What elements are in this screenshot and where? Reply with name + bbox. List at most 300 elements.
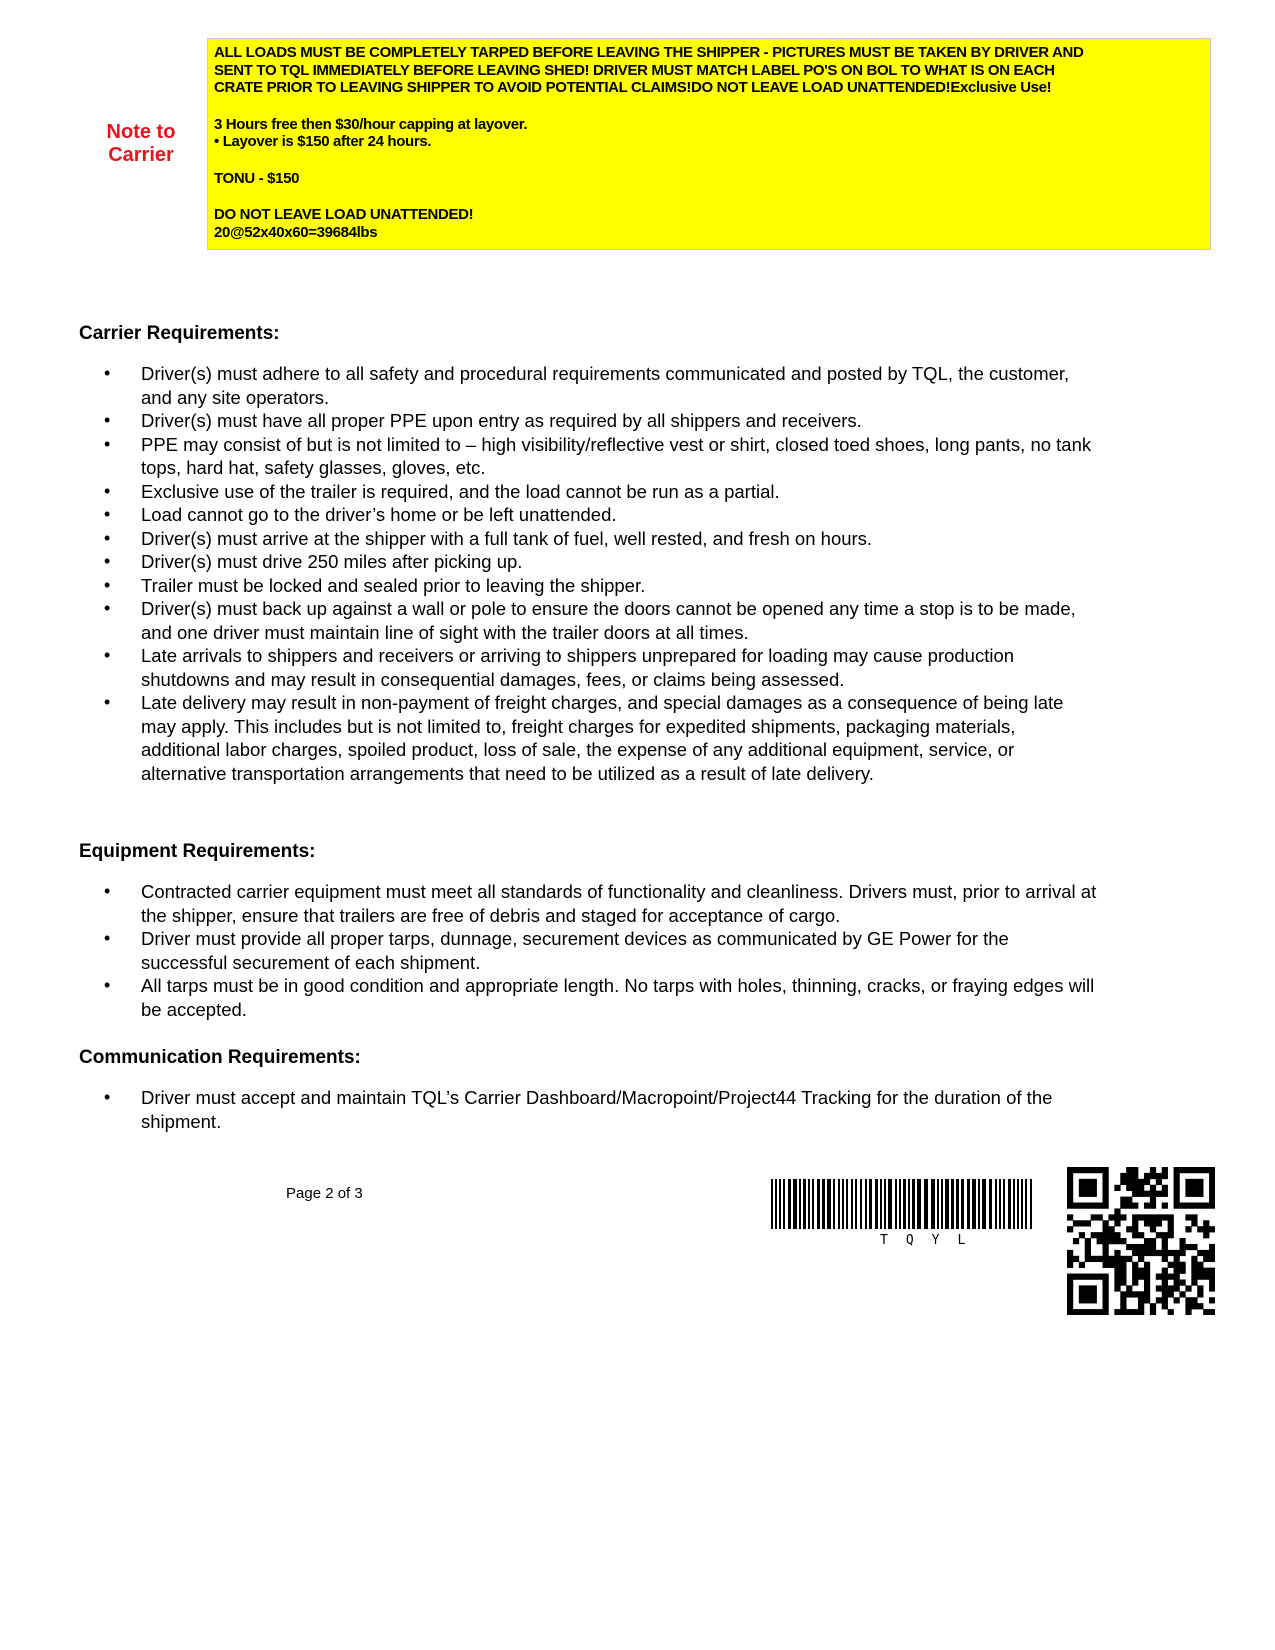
qr-module [1132, 1262, 1138, 1268]
qr-module [1209, 1197, 1215, 1203]
qr-module [1067, 1173, 1073, 1179]
qr-module [1114, 1256, 1120, 1262]
qr-module [1150, 1214, 1156, 1220]
qr-module [1079, 1274, 1085, 1280]
qr-module [1179, 1268, 1185, 1274]
qr-module [1162, 1268, 1168, 1274]
qr-module [1103, 1173, 1109, 1179]
requirement-item [79, 503, 1099, 527]
qr-module [1197, 1274, 1203, 1280]
qr-module [1191, 1256, 1197, 1262]
note-line [214, 187, 1204, 206]
qr-module [1138, 1179, 1144, 1185]
qr-module [1144, 1191, 1150, 1197]
barcode-bar [779, 1179, 781, 1229]
qr-module [1114, 1214, 1120, 1220]
qr-module [1067, 1214, 1073, 1220]
qr-module [1168, 1232, 1174, 1238]
qr-module [1150, 1191, 1156, 1197]
qr-module [1108, 1214, 1114, 1220]
qr-module [1103, 1226, 1109, 1232]
barcode-bar [865, 1179, 867, 1229]
qr-module [1097, 1309, 1103, 1315]
requirement-item [79, 880, 1099, 927]
barcode-bar [1008, 1179, 1011, 1229]
qr-module [1144, 1285, 1150, 1291]
qr-module [1126, 1226, 1132, 1232]
qr-module [1209, 1226, 1215, 1232]
requirement-text: Driver must accept and maintain TQL’s Carrier Dashboard/Macropoint/Project44 Tracking for the duration of the shipment. [141, 1087, 1053, 1132]
qr-module [1067, 1285, 1073, 1291]
qr-module [1162, 1297, 1168, 1303]
qr-module [1179, 1167, 1185, 1173]
qr-module [1191, 1179, 1197, 1185]
barcode-bar [951, 1179, 954, 1229]
qr-module [1209, 1173, 1215, 1179]
requirement-text: Driver(s) must adhere to all safety and procedural requirements communicated and posted by TQL, the customer, and any site operators. [141, 363, 1070, 408]
qr-module [1120, 1214, 1126, 1220]
qr-module [1209, 1185, 1215, 1191]
qr-module [1174, 1191, 1180, 1197]
qr-module [1179, 1203, 1185, 1209]
barcode-bar [851, 1179, 853, 1229]
qr-module [1079, 1179, 1085, 1185]
qr-module [1126, 1179, 1132, 1185]
qr-module [1120, 1173, 1126, 1179]
barcode-bar [812, 1179, 814, 1229]
qr-module [1067, 1309, 1073, 1315]
qr-module [1132, 1173, 1138, 1179]
barcode-bar [1013, 1179, 1015, 1229]
barcode-bar [945, 1179, 949, 1229]
qr-module [1174, 1274, 1180, 1280]
qr-module [1091, 1291, 1097, 1297]
requirement-item [79, 927, 1099, 974]
qr-module [1185, 1203, 1191, 1209]
qr-module [1097, 1214, 1103, 1220]
qr-module [1209, 1285, 1215, 1291]
qr-module [1150, 1250, 1156, 1256]
qr-module [1185, 1214, 1191, 1220]
qr-module [1132, 1185, 1138, 1191]
qr-module [1085, 1285, 1091, 1291]
requirement-item [79, 974, 1099, 1021]
qr-module [1132, 1203, 1138, 1209]
qr-module [1174, 1268, 1180, 1274]
qr-module [1108, 1262, 1114, 1268]
qr-module [1085, 1291, 1091, 1297]
bullet-icon: • [104, 692, 111, 712]
qr-module [1179, 1279, 1185, 1285]
qr-module [1091, 1297, 1097, 1303]
qr-module [1103, 1309, 1109, 1315]
barcode-bar [788, 1179, 791, 1229]
qr-module [1191, 1214, 1197, 1220]
qr-module [1079, 1167, 1085, 1173]
qr-module [1162, 1232, 1168, 1238]
carrier-requirements-section [79, 323, 1099, 785]
qr-module [1103, 1185, 1109, 1191]
qr-module [1132, 1167, 1138, 1173]
qr-module [1138, 1274, 1144, 1280]
qr-module [1162, 1173, 1168, 1179]
requirement-text: Driver(s) must have all proper PPE upon entry as required by all shippers and receivers. [141, 410, 862, 431]
carrier-note-box [207, 38, 1211, 250]
qr-module [1108, 1256, 1114, 1262]
qr-module [1162, 1279, 1168, 1285]
barcode-bar [808, 1179, 810, 1229]
qr-module [1103, 1262, 1109, 1268]
qr-module [1103, 1274, 1109, 1280]
barcode-bar [1030, 1179, 1032, 1229]
qr-module [1079, 1203, 1085, 1209]
qr-module [1138, 1309, 1144, 1315]
qr-module [1114, 1262, 1120, 1268]
note-line: ALL LOADS MUST BE COMPLETELY TARPED BEFORE LEAVING THE SHIPPER - PICTURES MUST BE TAKEN BY DRIVER AND [214, 44, 1084, 61]
bullet-icon: • [104, 645, 111, 665]
qr-module [1091, 1309, 1097, 1315]
qr-module [1197, 1262, 1203, 1268]
qr-module [1156, 1179, 1162, 1185]
requirement-item [79, 691, 1099, 785]
qr-module [1114, 1279, 1120, 1285]
qr-module [1144, 1173, 1150, 1179]
barcode-bar [855, 1179, 857, 1229]
qr-module [1144, 1244, 1150, 1250]
qr-module [1067, 1274, 1073, 1280]
qr-module [1067, 1203, 1073, 1209]
barcode-bar [978, 1179, 980, 1229]
note-line: TONU - $150 [214, 169, 300, 187]
qr-module [1073, 1274, 1079, 1280]
qr-module [1209, 1244, 1215, 1250]
qr-module [1150, 1167, 1156, 1173]
qr-module [1185, 1167, 1191, 1173]
qr-module [1120, 1291, 1126, 1297]
qr-module [1085, 1238, 1091, 1244]
qr-module [1162, 1185, 1168, 1191]
requirement-text: Trailer must be locked and sealed prior to leaving the shipper. [141, 574, 646, 596]
barcode-bar [1003, 1179, 1005, 1229]
qr-module [1097, 1274, 1103, 1280]
qr-module [1156, 1297, 1162, 1303]
qr-module [1191, 1244, 1197, 1250]
qr-module [1185, 1226, 1191, 1232]
barcode-bar [961, 1179, 964, 1229]
qr-module [1079, 1191, 1085, 1197]
qr-module [1120, 1309, 1126, 1315]
qr-module [1203, 1268, 1209, 1274]
requirement-text: Exclusive use of the trailer is required, and the load cannot be run as a partial. [141, 480, 780, 502]
qr-module [1150, 1185, 1156, 1191]
bullet-icon: • [104, 975, 111, 995]
qr-module [1144, 1274, 1150, 1280]
requirement-item [79, 409, 1099, 433]
qr-module [1067, 1191, 1073, 1197]
qr-module [1197, 1291, 1203, 1297]
qr-module [1203, 1167, 1209, 1173]
qr-module [1156, 1220, 1162, 1226]
qr-module [1185, 1285, 1191, 1291]
qr-module [1085, 1179, 1091, 1185]
qr-module [1144, 1268, 1150, 1274]
barcode-bar [899, 1179, 901, 1229]
note-line: CRATE PRIOR TO LEAVING SHIPPER TO AVOID POTENTIAL CLAIMS!DO NOT LEAVE LOAD UNATTENDED!Exclusive Use! [214, 79, 1052, 96]
note-label-line2: Carrier [108, 144, 174, 166]
barcode-bar [884, 1179, 886, 1229]
qr-module [1156, 1191, 1162, 1197]
qr-module [1156, 1214, 1162, 1220]
qr-module [1132, 1214, 1138, 1220]
qr-module [1203, 1203, 1209, 1209]
barcode-bar [783, 1179, 785, 1229]
qr-module [1156, 1285, 1162, 1291]
qr-module [1079, 1297, 1085, 1303]
qr-module [1097, 1238, 1103, 1244]
qr-module [1162, 1285, 1168, 1291]
qr-module [1174, 1173, 1180, 1179]
qr-module [1203, 1226, 1209, 1232]
qr-module [1144, 1214, 1150, 1220]
qr-module [1209, 1167, 1215, 1173]
qr-module [1132, 1226, 1138, 1232]
qr-module [1197, 1185, 1203, 1191]
qr-module [1067, 1167, 1073, 1173]
requirement-item [79, 644, 1099, 691]
qr-module [1209, 1203, 1215, 1209]
qr-module [1103, 1238, 1109, 1244]
qr-module [1162, 1191, 1168, 1197]
requirement-item [79, 527, 1099, 551]
note-label-line1: Note to [106, 121, 176, 143]
qr-module [1103, 1232, 1109, 1238]
qr-module [1185, 1191, 1191, 1197]
requirement-text: Driver must provide all proper tarps, dunnage, securement devices as communicated by GE Power for the successful securement of each shipment. [141, 928, 1009, 973]
qr-module [1162, 1291, 1168, 1297]
qr-module [1132, 1291, 1138, 1297]
qr-module [1132, 1244, 1138, 1250]
qr-module [1209, 1279, 1215, 1285]
qr-module [1203, 1250, 1209, 1256]
requirement-text: Driver(s) must back up against a wall or pole to ensure the doors cannot be opened any time a stop is to be made, and one driver must maintain line of sight with the trailer doors at all times. [141, 598, 1076, 643]
bullet-icon: • [104, 1087, 111, 1107]
qr-module [1185, 1309, 1191, 1315]
qr-module [1085, 1185, 1091, 1191]
qr-module [1114, 1274, 1120, 1280]
barcode-bar [842, 1179, 844, 1229]
qr-module [1073, 1309, 1079, 1315]
qr-module [1138, 1244, 1144, 1250]
qr-module [1091, 1203, 1097, 1209]
qr-module [1120, 1297, 1126, 1303]
equipment-requirements-heading: Equipment Requirements: [79, 841, 316, 862]
qr-module [1168, 1285, 1174, 1291]
qr-module [1079, 1185, 1085, 1191]
qr-module [1179, 1238, 1185, 1244]
qr-module [1067, 1297, 1073, 1303]
barcode-bar [989, 1179, 992, 1229]
requirement-text: Load cannot go to the driver’s home or be left unattended. [141, 504, 617, 525]
qr-module [1091, 1232, 1097, 1238]
qr-module [1162, 1244, 1168, 1250]
qr-module [1191, 1203, 1197, 1209]
qr-module [1103, 1285, 1109, 1291]
bullet-icon: • [104, 928, 111, 948]
qr-module [1120, 1256, 1126, 1262]
qr-module [1085, 1309, 1091, 1315]
qr-module [1185, 1297, 1191, 1303]
requirement-item [79, 433, 1099, 480]
page-number: Page 2 of 3 [286, 1185, 363, 1202]
qr-module [1156, 1173, 1162, 1179]
qr-module [1209, 1256, 1215, 1262]
qr-module [1144, 1297, 1150, 1303]
qr-module [1168, 1214, 1174, 1220]
qr-module [1120, 1274, 1126, 1280]
qr-module [1174, 1197, 1180, 1203]
qr-module [1185, 1244, 1191, 1250]
qr-module [1203, 1220, 1209, 1226]
barcode-bar [972, 1179, 976, 1229]
note-line [214, 97, 1204, 116]
barcode [771, 1179, 1041, 1233]
bullet-icon: • [104, 480, 111, 501]
qr-module [1168, 1262, 1174, 1268]
qr-module [1079, 1285, 1085, 1291]
qr-module [1126, 1244, 1132, 1250]
carrier-requirements-list [79, 362, 1099, 785]
qr-module [1120, 1303, 1126, 1309]
qr-module [1185, 1179, 1191, 1185]
barcode-bar [1017, 1179, 1019, 1229]
qr-module [1162, 1167, 1168, 1173]
qr-module [1132, 1232, 1138, 1238]
qr-module [1103, 1291, 1109, 1297]
qr-module [1168, 1309, 1174, 1315]
qr-module [1185, 1185, 1191, 1191]
qr-module [1174, 1256, 1180, 1262]
qr-module [1103, 1250, 1109, 1256]
requirement-item [79, 480, 1099, 504]
qr-module [1091, 1214, 1097, 1220]
qr-module [1132, 1220, 1138, 1226]
bullet-icon: • [104, 527, 111, 548]
note-to-carrier-label [96, 121, 186, 167]
qr-module [1209, 1309, 1215, 1315]
qr-module [1179, 1291, 1185, 1297]
qr-module [1108, 1232, 1114, 1238]
qr-module [1114, 1185, 1120, 1191]
barcode-bar [931, 1179, 935, 1229]
qr-module [1168, 1220, 1174, 1226]
qr-module [1085, 1220, 1091, 1226]
qr-module [1209, 1191, 1215, 1197]
qr-module [1085, 1244, 1091, 1250]
qr-module [1197, 1203, 1203, 1209]
qr-module [1150, 1226, 1156, 1232]
qr-module [1091, 1256, 1097, 1262]
qr-module [1162, 1203, 1168, 1209]
communication-requirements-list [79, 1086, 1099, 1133]
qr-module [1197, 1303, 1203, 1309]
qr-module [1120, 1179, 1126, 1185]
qr-module [1179, 1250, 1185, 1256]
qr-module [1197, 1285, 1203, 1291]
qr-module [1191, 1279, 1197, 1285]
qr-module [1162, 1303, 1168, 1309]
qr-module [1138, 1256, 1144, 1262]
barcode-bar [838, 1179, 840, 1229]
qr-module [1209, 1179, 1215, 1185]
qr-module [1103, 1244, 1109, 1250]
equipment-requirements-section [79, 841, 1099, 1021]
qr-module [1126, 1173, 1132, 1179]
qr-module [1067, 1179, 1073, 1185]
qr-module [1114, 1268, 1120, 1274]
qr-module [1114, 1309, 1120, 1315]
qr-module [1103, 1191, 1109, 1197]
qr-module [1097, 1203, 1103, 1209]
qr-module [1126, 1285, 1132, 1291]
barcode-bar [771, 1179, 773, 1229]
qr-module [1156, 1250, 1162, 1256]
qr-module [1108, 1238, 1114, 1244]
qr-module [1144, 1279, 1150, 1285]
qr-module [1079, 1232, 1085, 1238]
qr-module [1185, 1303, 1191, 1309]
barcode-bar [1025, 1179, 1027, 1229]
barcode-bar [875, 1179, 878, 1229]
qr-module [1209, 1297, 1215, 1303]
qr-module [1085, 1167, 1091, 1173]
qr-module [1091, 1185, 1097, 1191]
qr-module [1156, 1274, 1162, 1280]
qr-module [1114, 1285, 1120, 1291]
equipment-requirements-list [79, 880, 1099, 1021]
qr-module [1150, 1303, 1156, 1309]
qr-module [1097, 1232, 1103, 1238]
qr-module [1138, 1214, 1144, 1220]
qr-module [1191, 1185, 1197, 1191]
requirement-item [79, 1086, 1099, 1133]
barcode-bar [903, 1179, 906, 1229]
qr-module [1150, 1197, 1156, 1203]
barcode-bar [956, 1179, 959, 1229]
barcode-bar [1021, 1179, 1023, 1229]
qr-module [1103, 1279, 1109, 1285]
qr-module [1091, 1167, 1097, 1173]
barcode-bar [941, 1179, 943, 1229]
qr-module [1197, 1167, 1203, 1173]
qr-module [1079, 1262, 1085, 1268]
qr-module [1126, 1291, 1132, 1297]
qr-module [1191, 1262, 1197, 1268]
barcode-bar [803, 1179, 806, 1229]
qr-module [1162, 1256, 1168, 1262]
qr-module [1150, 1173, 1156, 1179]
requirement-text: Driver(s) must drive 250 miles after picking up. [141, 551, 523, 572]
bullet-icon: • [104, 574, 111, 595]
barcode-bar [937, 1179, 939, 1229]
qr-module [1103, 1179, 1109, 1185]
qr-module [1085, 1256, 1091, 1262]
qr-module [1150, 1238, 1156, 1244]
qr-module [1103, 1303, 1109, 1309]
barcode-bar [995, 1179, 997, 1229]
barcode-bar [822, 1179, 825, 1229]
qr-module [1114, 1232, 1120, 1238]
qr-module [1144, 1291, 1150, 1297]
